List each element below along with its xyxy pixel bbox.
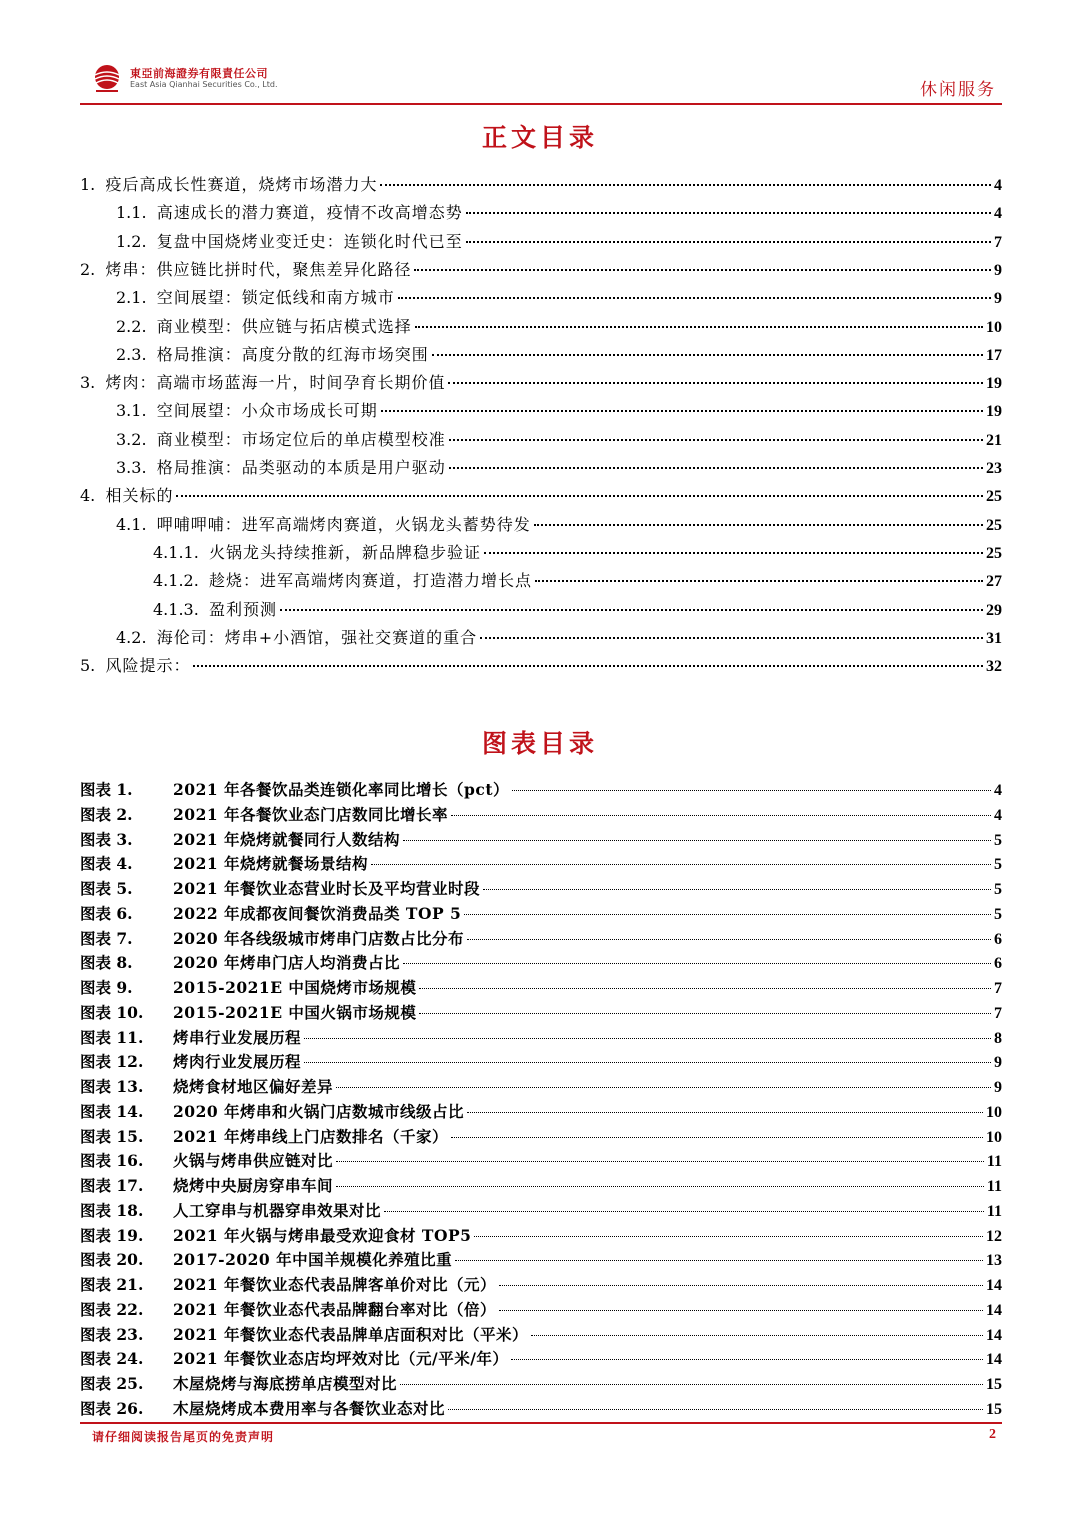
toc-entry-page: 21 [986, 431, 1002, 449]
toc-entry-text: 盈利预测 [208, 599, 277, 619]
toc-entry[interactable] [116, 285, 1002, 309]
figure-entry-number: 图表 10. [80, 1002, 144, 1022]
figure-entry-page: 7 [994, 980, 1002, 997]
figure-entry-number: 图表 17. [80, 1176, 144, 1195]
figure-entry-number: 图表 21. [80, 1275, 144, 1294]
toc-entry-number: 2.2. [116, 316, 157, 336]
toc-entry[interactable] [116, 427, 1002, 451]
header-divider [80, 103, 1002, 105]
toc-entry-page: 4 [994, 205, 1002, 223]
figure-entry-number: 图表 6. [80, 903, 133, 923]
toc-entry-text: 火锅龙头持续推新，新品牌稳步验证 [208, 542, 481, 562]
dot-leader [403, 963, 991, 964]
figure-entry-page: 4 [994, 806, 1002, 824]
figure-entry-page: 9 [994, 1079, 1002, 1096]
figure-entry[interactable] [80, 803, 1002, 825]
figure-entry-number: 图表 24. [80, 1349, 144, 1369]
figure-entry-page: 11 [986, 1178, 1002, 1195]
toc-entry-text: 烤肉：高端市场蓝海一片，时间孕育长期价值 [105, 373, 446, 393]
figure-entry-number: 图表 3. [80, 829, 133, 849]
figure-entry[interactable] [80, 1075, 1002, 1097]
figure-entry-text: 烧烤食材地区偏好差异 [173, 1077, 334, 1096]
figure-entry[interactable] [80, 1372, 1002, 1394]
toc-entry-page: 7 [994, 233, 1002, 251]
figure-entry-number: 图表 1. [80, 780, 133, 799]
figure-entry-text: 火锅与烤串供应链对比 [173, 1151, 334, 1171]
dot-leader [535, 580, 983, 582]
toc-entry-page: 29 [986, 601, 1002, 619]
figure-entry-page: 6 [994, 955, 1002, 973]
figure-entry-page: 12 [986, 1227, 1002, 1245]
figure-entry-page: 14 [986, 1326, 1002, 1344]
toc-entry[interactable] [153, 568, 1002, 592]
toc-entry[interactable] [116, 512, 1002, 536]
toc-entry-number: 1.1. [116, 203, 157, 223]
dot-leader [336, 1186, 984, 1187]
toc-entry[interactable] [80, 370, 1002, 394]
figure-entry-page: 14 [986, 1351, 1002, 1369]
dot-leader [534, 524, 983, 526]
figure-entry-text: 2021 年各餐饮业态门店数同比增长率 [173, 804, 449, 824]
toc-entry-text: 趁烧：进军高端烤肉赛道，打造潜力增长点 [208, 571, 532, 591]
dot-leader [483, 889, 991, 890]
figure-entry-text: 2021 年火锅与烤串最受欢迎食材 TOP5 [173, 1225, 472, 1245]
figure-entry-text: 烧烤中央厨房穿串车间 [173, 1176, 334, 1195]
figure-entry-page: 11 [986, 1202, 1002, 1220]
figure-entry[interactable] [80, 1397, 1002, 1419]
toc-entry-number: 5. [80, 656, 106, 676]
toc-entry[interactable] [116, 314, 1002, 338]
toc-entry[interactable] [153, 540, 1002, 564]
figure-entry-text: 2021 年餐饮业态代表品牌客单价对比（元） [173, 1275, 497, 1294]
toc-entry[interactable] [80, 172, 1002, 196]
toc-entry[interactable] [116, 398, 1002, 422]
page-header [80, 55, 1002, 105]
dot-leader [415, 326, 983, 328]
dot-leader [466, 241, 991, 243]
figure-entry-text: 2015-2021E 中国烧烤市场规模 [173, 978, 417, 997]
toc-entry-text: 空间展望：小众市场成长可期 [156, 401, 378, 421]
toc-entry[interactable] [80, 257, 1002, 281]
figure-entry-text: 2021 年餐饮业态代表品牌翻台率对比（倍） [173, 1299, 497, 1319]
figure-entry-number: 图表 20. [80, 1250, 144, 1270]
figure-entry-page: 9 [994, 1054, 1002, 1072]
toc-entry[interactable] [80, 483, 1002, 507]
toc-entry[interactable] [116, 229, 1002, 253]
dot-leader [499, 1310, 983, 1311]
toc-entry[interactable] [80, 653, 1002, 677]
figure-entry-number: 图表 11. [80, 1027, 144, 1047]
toc-entry[interactable] [116, 200, 1002, 224]
dot-leader [400, 1384, 983, 1385]
figure-entry-number: 图表 9. [80, 978, 133, 997]
figure-entry[interactable] [80, 1026, 1002, 1048]
figure-entry-page: 5 [994, 856, 1002, 874]
figure-entry-page: 11 [986, 1153, 1002, 1171]
dot-leader [176, 495, 983, 497]
dot-leader [464, 914, 991, 915]
toc-entry-number: 3.2. [116, 429, 157, 449]
toc-entry-number: 3. [80, 373, 106, 393]
dot-leader [336, 1087, 991, 1088]
toc-entry-page: 25 [986, 516, 1002, 534]
dot-leader [449, 439, 983, 441]
figure-entry-number: 图表 12. [80, 1052, 144, 1072]
toc-entry-page: 25 [986, 488, 1002, 506]
figure-entry-text: 2022 年成都夜间餐饮消费品类 TOP 5 [173, 903, 462, 923]
figure-entry-text: 2021 年烧烤就餐同行人数结构 [173, 829, 401, 849]
figure-entry-number: 图表 18. [80, 1200, 144, 1220]
figure-entry-number: 图表 14. [80, 1101, 144, 1121]
dot-leader [380, 184, 991, 186]
dot-leader [336, 1161, 984, 1162]
toc-entry-number: 4.1.1. [153, 542, 209, 562]
toc-entry-page: 25 [986, 544, 1002, 562]
toc-entry-number: 1.2. [116, 231, 157, 251]
figure-entry[interactable] [80, 1224, 1002, 1246]
toc-entry-text: 商业模型：市场定位后的单店模型校准 [156, 429, 446, 449]
figure-entry[interactable] [80, 1199, 1002, 1221]
company-logo-icon [92, 63, 122, 93]
figure-entry-text: 2020 年烤串和火锅门店数城市线级占比 [173, 1101, 465, 1121]
toc-entry-page: 27 [986, 573, 1002, 591]
figure-entry-text: 2020 年烤串门店人均消费占比 [173, 953, 401, 973]
figure-entry-page: 5 [994, 905, 1002, 923]
toc-entry-text: 空间展望：锁定低线和南方城市 [156, 288, 395, 308]
dot-leader [449, 467, 983, 469]
toc-entry-text: 格局推演：高度分散的红海市场突围 [156, 344, 429, 364]
figure-entry[interactable] [80, 951, 1002, 973]
toc-entry-page: 17 [986, 346, 1002, 364]
toc-entry-page: 31 [986, 629, 1002, 647]
dot-leader [414, 269, 991, 271]
toc-entry[interactable] [153, 597, 1002, 621]
figure-entry-number: 图表 13. [80, 1077, 144, 1096]
toc-entry-page: 9 [994, 290, 1002, 308]
dot-leader [466, 212, 991, 214]
figure-entry-number: 图表 5. [80, 879, 133, 898]
company-name-en: East Asia Qianhai Securities Co., Ltd. [130, 80, 278, 89]
toc-entry-text: 格局推演：品类驱动的本质是用户驱动 [156, 458, 446, 477]
toc-entry[interactable] [116, 342, 1002, 366]
toc-entry-page: 19 [986, 403, 1002, 421]
toc-entry-number: 4.1.3. [153, 599, 209, 619]
figure-entry[interactable] [80, 877, 1002, 899]
toc-entry-text: 呷哺呷哺：进军高端烤肉赛道，火锅龙头蓄势待发 [156, 514, 531, 534]
dot-leader [432, 354, 983, 356]
figure-entry-text: 2020 年各线级城市烤串门店数占比分布 [173, 928, 465, 948]
figure-entry[interactable] [80, 1347, 1002, 1369]
figure-entry-number: 图表 2. [80, 804, 133, 824]
figure-entry-text: 烤肉行业发展历程 [173, 1052, 302, 1072]
figure-entry-text: 木屋烧烤与海底捞单店模型对比 [173, 1374, 398, 1393]
figure-entry-page: 8 [994, 1029, 1002, 1047]
figure-entry-text: 2021 年各餐饮品类连锁化率同比增长（pct） [173, 780, 509, 799]
figure-entry-number: 图表 25. [80, 1374, 144, 1393]
section-tag: 休闲服务 [920, 80, 996, 100]
figure-entry-number: 图表 26. [80, 1398, 144, 1418]
toc-entry-text: 海伦司：烤串+小酒馆，强社交赛道的重合 [156, 627, 478, 647]
dot-leader [304, 1038, 991, 1039]
toc-title: 正文目录 [481, 123, 598, 152]
figure-entry-page: 5 [994, 831, 1002, 849]
dot-leader [512, 790, 991, 791]
figure-entry-text: 木屋烧烤成本费用率与各餐饮业态对比 [173, 1398, 446, 1418]
dot-leader [448, 382, 983, 384]
dot-leader [467, 1112, 983, 1113]
toc-entry-number: 4.1. [116, 514, 157, 534]
figure-entry-text: 2021 年餐饮业态营业时长及平均营业时段 [173, 879, 481, 898]
dot-leader [451, 815, 991, 816]
figure-entry[interactable] [80, 1100, 1002, 1122]
toc-entry-text: 商业模型：供应链与拓店模式选择 [156, 316, 412, 336]
figures-title: 图表目录 [481, 729, 598, 758]
figure-entry-number: 图表 22. [80, 1299, 144, 1319]
figure-entry-page: 5 [994, 881, 1002, 898]
figure-entry[interactable] [80, 1273, 1002, 1295]
figure-entry-page: 6 [994, 930, 1002, 948]
dot-leader [304, 1062, 991, 1063]
figure-entry[interactable] [80, 1125, 1002, 1147]
page-number: 2 [989, 1427, 996, 1442]
figure-entry[interactable] [80, 1149, 1002, 1171]
dot-leader [455, 1260, 983, 1261]
toc-entry-number: 4. [80, 486, 106, 506]
figure-entry-page: 14 [986, 1301, 1002, 1319]
toc-entry-page: 4 [994, 177, 1002, 194]
toc-entry-page: 9 [994, 261, 1002, 279]
dot-leader [448, 1409, 983, 1410]
figure-entry-number: 图表 23. [80, 1324, 144, 1344]
dot-leader [398, 297, 991, 299]
dot-leader [419, 1013, 991, 1014]
dot-leader [480, 637, 983, 639]
dot-leader [499, 1285, 983, 1286]
figure-entry[interactable] [80, 927, 1002, 949]
toc-entry-number: 4.1.2. [153, 571, 209, 591]
toc-entry-number: 3.1. [116, 401, 157, 421]
toc-entry-text: 复盘中国烧烤业变迁史：连锁化时代已至 [156, 231, 463, 251]
dot-leader [419, 988, 991, 989]
figure-entry-page: 15 [986, 1400, 1002, 1418]
disclaimer-note: 请仔细阅读报告尾页的免责声明 [92, 1430, 275, 1444]
dot-leader [371, 864, 991, 865]
toc-entry-number: 2. [80, 259, 106, 279]
toc-entry[interactable] [116, 455, 1002, 479]
footer-divider [80, 1422, 1002, 1424]
dot-leader [511, 1359, 983, 1360]
figure-entry-page: 10 [986, 1128, 1002, 1146]
toc-entry-text: 疫后高成长性赛道，烧烤市场潜力大 [105, 175, 378, 194]
dot-leader [474, 1236, 983, 1237]
toc-entry-number: 4.2. [116, 627, 157, 647]
figure-entry-number: 图表 7. [80, 928, 133, 948]
dot-leader [451, 1137, 983, 1138]
toc-entry-page: 32 [986, 658, 1002, 676]
figure-entry[interactable] [80, 1050, 1002, 1072]
figure-entry[interactable] [80, 778, 1002, 800]
figure-entry-page: 14 [986, 1277, 1002, 1294]
toc-entry[interactable] [116, 625, 1002, 649]
figure-entry-text: 2017-2020 年中国羊规模化养殖比重 [173, 1250, 453, 1270]
figure-entry[interactable] [80, 828, 1002, 850]
figure-entry-number: 图表 19. [80, 1225, 144, 1245]
toc-entry-text: 烤串：供应链比拼时代，聚焦差异化路径 [105, 259, 412, 279]
figure-entry-page: 15 [986, 1376, 1002, 1393]
figure-entry[interactable] [80, 1174, 1002, 1196]
toc-entry-number: 1. [80, 175, 106, 194]
figure-entry-number: 图表 15. [80, 1126, 144, 1146]
figure-entry-page: 7 [994, 1004, 1002, 1022]
toc-entry-text: 风险提示： [105, 656, 191, 676]
toc-entry-number: 3.3. [116, 458, 157, 477]
figure-entry-text: 2021 年餐饮业态代表品牌单店面积对比（平米） [173, 1324, 529, 1344]
figure-entry-text: 2021 年烤串线上门店数排名（千家） [173, 1126, 449, 1146]
figure-entry-page: 13 [986, 1252, 1002, 1270]
figure-entry[interactable] [80, 1323, 1002, 1345]
dot-leader [280, 609, 983, 611]
figure-entry[interactable] [80, 852, 1002, 874]
toc-entry-number: 2.1. [116, 288, 157, 308]
toc-entry-text: 相关标的 [105, 486, 174, 506]
toc-entry-page: 23 [986, 460, 1002, 477]
figure-entry[interactable] [80, 1248, 1002, 1270]
figure-entry[interactable] [80, 976, 1002, 998]
toc-entry-text: 高速成长的潜力赛道，疫情不改高增态势 [156, 203, 463, 223]
toc-entry-page: 10 [986, 318, 1002, 336]
figure-entry-page: 4 [994, 782, 1002, 799]
figure-entry-text: 烤串行业发展历程 [173, 1027, 302, 1047]
dot-leader [384, 1211, 984, 1212]
company-name-cn: 東亞前海證券有限責任公司 [130, 67, 268, 80]
figure-entry-page: 10 [986, 1103, 1002, 1121]
figure-entry-text: 人工穿串与机器穿串效果对比 [173, 1200, 382, 1220]
figure-entry[interactable] [80, 1298, 1002, 1320]
dot-leader [531, 1335, 983, 1336]
figure-entry[interactable] [80, 902, 1002, 924]
figure-entry-text: 2021 年餐饮业态店均坪效对比（元/平米/年） [173, 1349, 509, 1369]
dot-leader [381, 410, 983, 412]
toc-entry-number: 2.3. [116, 344, 157, 364]
figure-entry-number: 图表 8. [80, 953, 133, 973]
dot-leader [403, 840, 991, 841]
figure-entry-number: 图表 16. [80, 1151, 144, 1171]
figure-entry[interactable] [80, 1001, 1002, 1023]
dot-leader [467, 939, 991, 940]
dot-leader [193, 665, 983, 667]
toc-entry-page: 19 [986, 375, 1002, 393]
figure-entry-text: 2015-2021E 中国火锅市场规模 [173, 1002, 417, 1022]
figure-entry-number: 图表 4. [80, 854, 133, 874]
dot-leader [484, 552, 983, 554]
figure-entry-text: 2021 年烧烤就餐场景结构 [173, 854, 369, 874]
